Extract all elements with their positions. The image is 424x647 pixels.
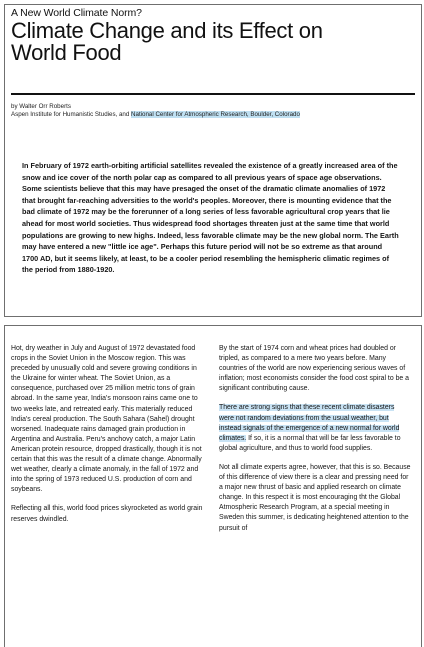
body-column-right <box>219 344 411 543</box>
body-column-left <box>11 344 203 534</box>
article-header-panel <box>4 4 422 317</box>
byline <box>11 103 300 119</box>
affiliation-highlighted-text: National Center for Atmospheric Research, Boulder, Colorado <box>131 111 300 119</box>
article-kicker: A New World Climate Norm? <box>11 7 142 19</box>
body-paragraph: Hot, dry weather in July and August of 1972 devastated food crops in the Soviet Union in the Moscow region. This was preceded by unusually cold and severe growing conditions in the Ukraine for winter wheat. The Soviet Union, as a consequence, purchased over 25 million metric tons of grain abroad. In the same year, India's monsoon rains came one to two weeks late, and retreated early. This materially reduced India's cereal production. The South Sahara (Sahel) drought worsened. Inadequate rains damaged grain production in Argentina and Australia. Peru's anchovy catch, a major Latin American protein resource, dropped drastically, though it is not certain that this was the result of a climate change. Abnormally wet weather, clearly a climate anomaly, in the fall of 1972 and into the spring of 1973 reduced U.S. production of corn and soybeans. <box>11 345 202 494</box>
author-affiliation <box>11 111 300 119</box>
article-body-panel <box>4 325 422 647</box>
body-paragraph: Not all climate experts agree, however, that this is so. Because of this difference of view there is a clear and pressing need for a major new thrust of basic and applied research on climate change. In this respect it is most encouraging tht the Global Atmospheric Research Program, at a special meeting in Sweden this summer, is dedicating heightened attention to the pursuit of <box>219 463 411 532</box>
article-abstract: In February of 1972 earth-orbiting artificial satellites revealed the existence of a greatly increased area of the snow and ice cover of the north polar cap as compared to all previous years of space age observations. Some scientists believe that this may have presaged the onset of the dramatic climate anomalies of 1972 that brought far-reaching adversities to the world's peoples. Moreover, there is mounting evidence that the bad climate of 1972 may be the forerunner of a long series of less favorable agricultural crop years that lie ahead for most world societies. Thus widespread food shortages threaten just at the same time that world populations are growing to new highs. Indeed, less favorable climate may be the new global norm. The Earth may have entered a new "little ice age". Perhaps this future period will not be so extreme as that around 1700 AD, but it seems likely, at least, to be a cooler period resembling the hemispheric climatic regimes of the period from 1880-1920. <box>22 161 399 275</box>
body-paragraph: Reflecting all this, world food prices skyrocketed as world grain reserves dwindled. <box>11 505 203 523</box>
title-divider <box>11 93 415 95</box>
author-name: by Walter Orr Roberts <box>11 103 71 110</box>
affiliation-text: Aspen Institute for Humanistic Studies, and <box>11 111 132 119</box>
body-paragraph: By the start of 1974 corn and wheat prices had doubled or tripled, as compared to a mere two years before. Many countries of the world are now experiencing serious waves of inflation; most economists consider the food cost spiral to be a significant contributing cause. <box>219 345 409 393</box>
article-title-line-2: World Food <box>11 39 122 65</box>
article-title <box>11 20 416 63</box>
body-paragraph-highlighted <box>219 403 411 453</box>
body-text: If so, it is a normal that will be far less favorable to global agriculture, and thus to world food supplies. <box>219 434 401 452</box>
highlighted-text: There are strong signs that these recent climate disasters were not random deviations from the usual weather, but instead signals of the emergence of a new normal for world climates. <box>219 404 400 442</box>
article-title-line-1: Climate Change and its Effect on <box>11 18 323 43</box>
